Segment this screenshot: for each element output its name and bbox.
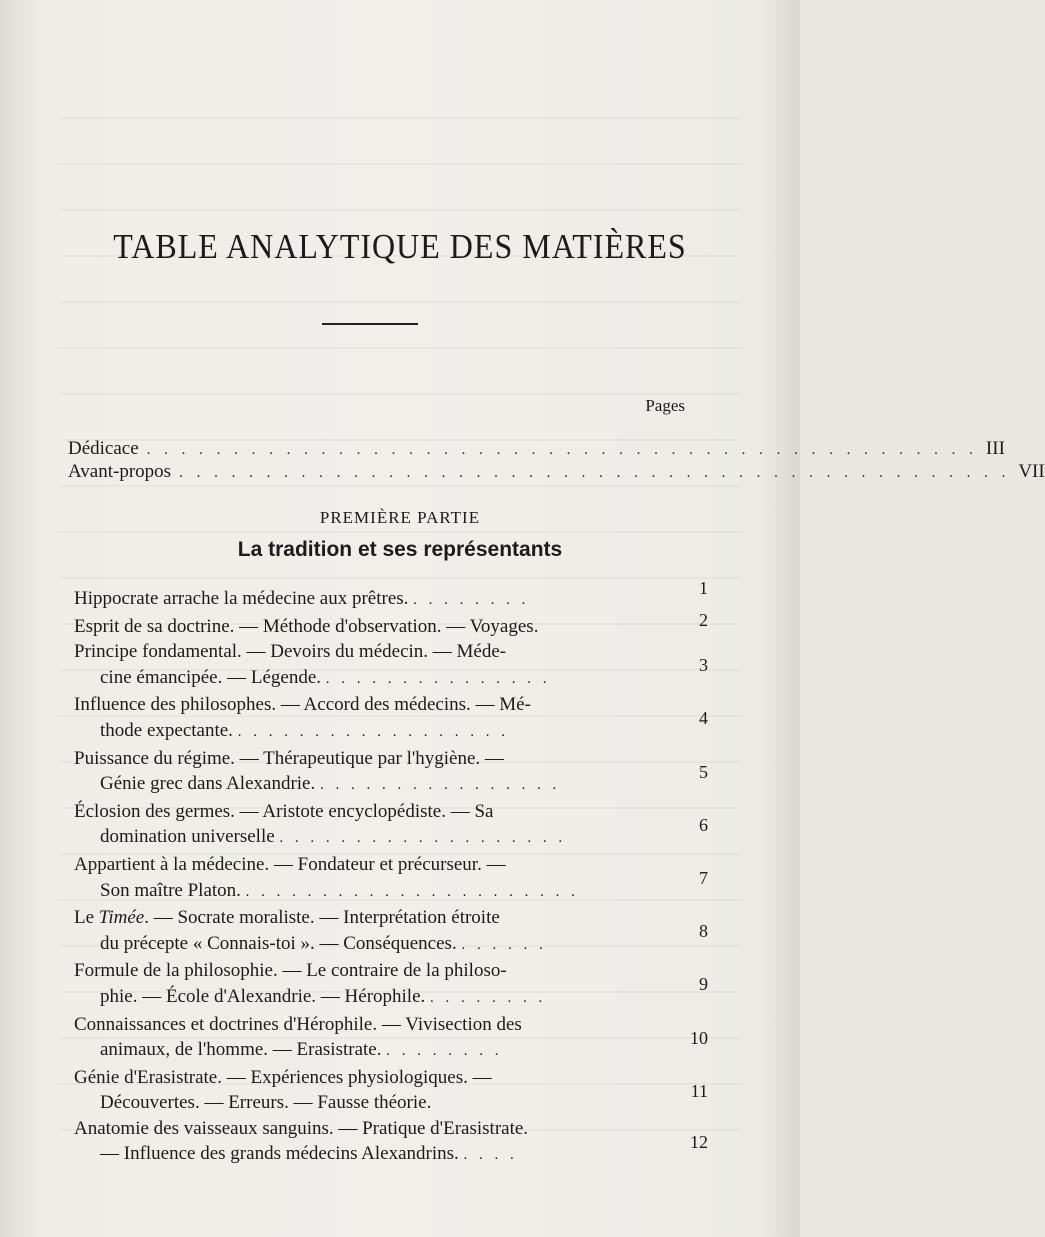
entry-line: Connaissances et doctrines d'Hérophile. — Vivisection des — [74, 1013, 522, 1035]
entry-line: Son maître Platon. — [100, 879, 241, 901]
front-matter-page: III — [985, 438, 1005, 459]
front-matter-row — [68, 438, 1005, 460]
entry-page: 6 — [699, 814, 708, 835]
entry-line: Puissance du régime. — Thérapeutique par l'hygiène. — — [74, 747, 504, 769]
page-title: TABLE ANALYTIQUE DES MATIÈRES — [113, 226, 687, 266]
pages-column-header: Pages — [645, 396, 685, 415]
entry-line: Appartient à la médecine. — Fondateur et précurseur. — — [74, 853, 506, 875]
entry-page: 5 — [699, 761, 708, 782]
entry-page: 7 — [699, 867, 708, 888]
entry-line: Éclosion des germes. — Aristote encyclopédiste. — Sa — [74, 800, 494, 822]
entry-page: 1 — [699, 578, 708, 598]
entry-line: — Influence des grands médecins Alexandrins. — [100, 1143, 459, 1165]
entry-line: Principe fondamental. — Devoirs du médecin. — Méde- — [74, 641, 507, 663]
toc-entries — [74, 578, 714, 1169]
entry-line: du précepte « Connais-toi ». — Conséquences. — [100, 932, 457, 954]
entry-line: domination universelle — [100, 826, 275, 848]
front-matter-page: VII — [1018, 461, 1045, 482]
toc-entry: Principe fondamental. — Devoirs du médecin. — Méde- cine émancipée. — Légende. . . . . . . . . . . . . . . . 3 — [74, 641, 708, 688]
title-rule — [322, 323, 418, 325]
entry-line: phie. — École d'Alexandrie. — Hérophile. — [100, 985, 426, 1007]
entry-line: Anatomie des vaisseaux sanguins. — Pratique d'Erasistrate. — [74, 1117, 529, 1139]
entry-line: Découvertes. — Erreurs. — Fausse théorie. — [100, 1092, 432, 1114]
toc-entry: Connaissances et doctrines d'Hérophile. — Vivisection des animaux, de l'homme. — Erasistrate. . . . . . . . . 10 — [74, 1013, 708, 1061]
toc-entry — [74, 609, 714, 640]
entry-page: 8 — [699, 921, 708, 942]
toc-entry: Puissance du régime. — Thérapeutique par l'hygiène. — Génie grec dans Alexandrie. . . . . . . . . . . . . . . . . 5 — [74, 747, 708, 795]
entry-line: animaux, de l'homme. — Erasistrate. — [100, 1039, 382, 1061]
entry-line: Hippocrate arrache la médecine aux prêtres. — [74, 588, 409, 609]
toc-entry: Influence des philosophes. — Accord des médecins. — Mé- thode expectante. . . . . . . . . . . . . . . . . . . 4 — [74, 694, 708, 741]
front-matter-label: Avant-propos — [68, 461, 172, 482]
front-matter-label: Dédicace — [68, 438, 139, 459]
toc-entry: Éclosion des germes. — Aristote encyclopédiste. — Sa domination universelle . . . . . . . . . . . . . . . . . . . 6 — [74, 800, 708, 848]
entry-page: 10 — [690, 1027, 708, 1048]
toc-entry: Appartient à la médecine. — Fondateur et précurseur. — Son maître Platon. . . . . . . . . . . . . . . . . . . . . . . 7 — [74, 853, 708, 901]
toc-entry: Hippocrate arrache la médecine aux prêtres. . . . . . . . . 1 — [74, 578, 708, 609]
entry-page: 4 — [699, 708, 708, 729]
dot-leader: . . . . . . . . . . . . . . . . . . . . . . . . . . . . . . . . . . . . . . . . . . . . . . . . — [179, 465, 1011, 481]
toc-entry: Le Timée. — Socrate moraliste. — Interprétation étroite du précepte « Connais-toi ». — Conséquences. . . . . . . 8 — [74, 907, 708, 954]
entry-line: thode expectante. — [100, 719, 233, 741]
entry-line: Esprit de sa doctrine. — Méthode d'observation. — Voyages. — [74, 615, 539, 637]
toc-entry: Formule de la philosophie. — Le contraire de la philoso- phie. — École d'Alexandrie. — Hérophile. . . . . . . . . 9 — [74, 960, 708, 1007]
entry-page: 9 — [699, 974, 708, 995]
entry-page: 11 — [690, 1080, 708, 1101]
front-matter-row — [68, 461, 1045, 483]
toc-entry: Anatomie des vaisseaux sanguins. — Pratique d'Erasistrate. — Influence des grands médecins Alexandrins. . . . . 12 — [74, 1117, 708, 1165]
entry-line: cine émancipée. — Légende. — [100, 666, 322, 688]
entry-line: Influence des philosophes. — Accord des médecins. — Mé- — [74, 694, 531, 716]
entry-line-prefix: Le — [74, 907, 99, 929]
entry-italic-title: Timée — [98, 907, 145, 929]
dot-leader: . . . . . . . . . . . . . . . . . . . . . . . . . . . . . . . . . . . . . . . . . . . . . . . . — [146, 442, 978, 458]
chapter-heading: La tradition et ses représentants — [237, 538, 563, 561]
toc-entry — [74, 1065, 714, 1116]
entry-line: . — Socrate moraliste. — Interprétation étroite — [144, 907, 500, 929]
entry-page: 2 — [699, 609, 708, 630]
part-heading: PREMIÈRE PARTIE — [319, 508, 481, 527]
entry-line: Formule de la philosophie. — Le contraire de la philoso- — [74, 960, 507, 982]
entry-line: Génie grec dans Alexandrie. — [100, 773, 316, 795]
entry-line: Génie d'Erasistrate. — Expériences physiologiques. — — [74, 1066, 492, 1088]
entry-page: 3 — [699, 655, 708, 676]
entry-page: 12 — [690, 1131, 708, 1152]
